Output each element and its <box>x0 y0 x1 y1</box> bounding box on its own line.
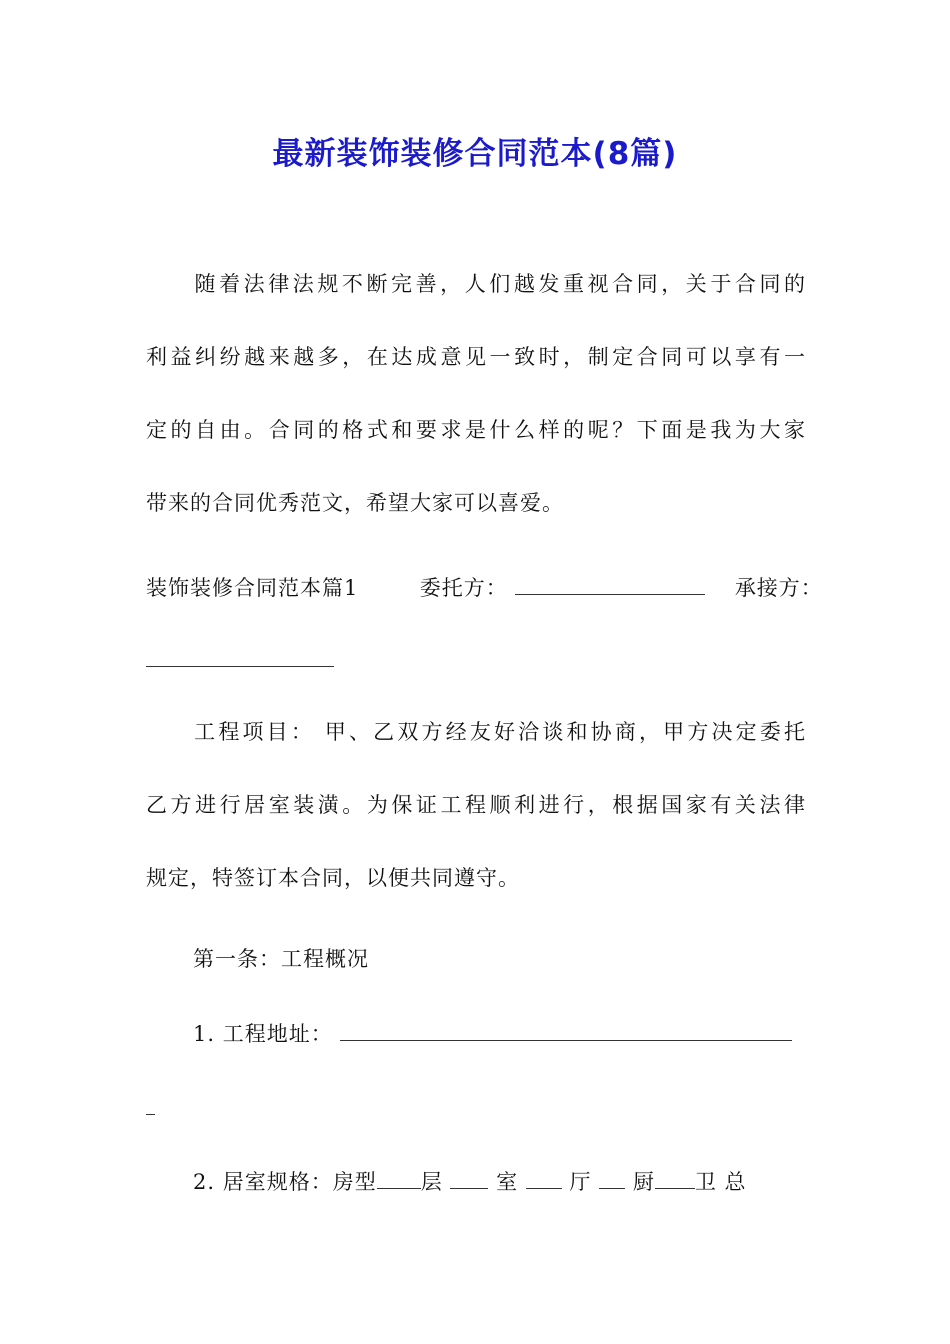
address-blank-tail <box>146 1094 155 1115</box>
project-line-3: 规定，特签订本合同，以便共同遵守。 <box>146 866 520 890</box>
room-blank <box>450 1168 488 1189</box>
item-1-line <box>193 1018 792 1048</box>
floor-blank <box>377 1168 421 1189</box>
client-label: 委托方： <box>419 576 508 600</box>
intro-line-3: 定的自由。合同的格式和要求是什么样的呢？下面是我为大家 <box>146 418 806 442</box>
unit-bath: 卫 <box>694 1170 717 1194</box>
project-line-1: 工程项目： 甲、乙双方经友好洽谈和协商，甲方决定委托 <box>192 720 806 744</box>
address-blank <box>340 1020 792 1041</box>
item-2-label: 2. 居室规格：房型 <box>193 1170 377 1194</box>
section-heading: 装饰装修合同范本篇1 <box>146 576 359 600</box>
kitchen-blank <box>599 1168 625 1189</box>
unit-hall: 厅 <box>569 1170 592 1194</box>
intro-line-1: 随着法律法规不断完善，人们越发重视合同，关于合同的 <box>192 272 806 296</box>
unit-floor: 层 <box>420 1170 443 1194</box>
bath-blank <box>655 1168 695 1189</box>
contractor-blank <box>146 646 334 667</box>
contractor-label: 承接方： <box>734 576 823 600</box>
document-title: 最新装饰装修合同范本(8篇) <box>272 136 678 172</box>
unit-total: 总 <box>724 1170 747 1194</box>
client-blank <box>515 574 705 595</box>
unit-kitchen: 厨 <box>632 1170 655 1194</box>
intro-line-4: 带来的合同优秀范文，希望大家可以喜爱。 <box>146 491 564 515</box>
unit-room: 室 <box>496 1170 519 1194</box>
section-heading-line <box>146 572 823 602</box>
hall-blank <box>526 1168 562 1189</box>
item-2-line <box>193 1166 747 1196</box>
project-line-2: 乙方进行居室装潢。为保证工程顺利进行，根据国家有关法律 <box>146 793 806 817</box>
article-1-heading: 第一条：工程概况 <box>193 947 369 971</box>
intro-line-2: 利益纠纷越来越多，在达成意见一致时，制定合同可以享有一 <box>146 345 806 369</box>
item-1-label: 1. 工程地址： <box>193 1022 333 1046</box>
address-blank-continued <box>146 1094 155 1120</box>
contractor-blank-line <box>146 646 334 672</box>
